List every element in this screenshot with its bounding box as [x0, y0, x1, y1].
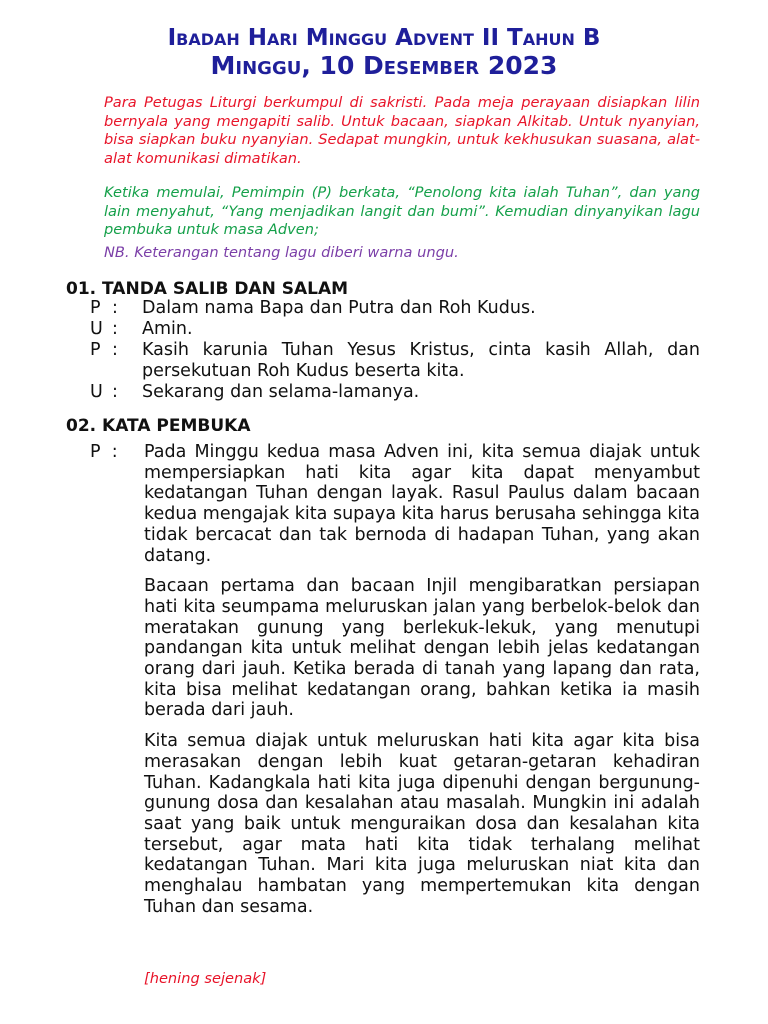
dialogue-row: [90, 382, 700, 403]
speaker-label: P: [90, 340, 101, 360]
speaker-colon: :: [112, 340, 118, 360]
dialogue-text: Sekarang dan selama-lamanya.: [142, 382, 420, 402]
speaker-colon: :: [111, 442, 118, 462]
rubric-green-note: Ketika memulai, Pemimpin (P) berkata, “Penolong kita ialah Tuhan”, dan yang lain menyahut, “Yang menjadikan langit dan bumi”. Kemudian dinyanyikan lagu pembuka untuk masa Adven;: [104, 184, 700, 238]
speaker-colon: :: [112, 319, 118, 339]
speaker-label: U: [90, 319, 103, 339]
dialogue-row: [90, 298, 700, 319]
speaker-colon: :: [112, 298, 118, 318]
speaker-label: U: [90, 382, 103, 402]
page-title: Ibadah Hari Minggu Advent II Tahun B: [167, 25, 601, 51]
dialogue-text: Dalam nama Bapa dan Putra dan Roh Kudus.: [142, 298, 536, 318]
kata-pembuka-body: [90, 442, 700, 927]
speaker-lead: [90, 442, 144, 566]
section-heading-kata-pembuka: 02. KATA PEMBUKA: [66, 416, 251, 436]
paragraph-text: Pada Minggu kedua masa Adven ini, kita semua diajak untuk mempersiapkan hati kita agar kita dapat menyambut kedatangan Tuhan dengan layak. Rasul Paulus dalam bacaan kedua mengajak kita supaya kita harus berusaha sehingga kita tidak bercacat dan tak bernoda di hadapan Tuhan, yang akan datang.: [144, 442, 700, 566]
paragraph: Bacaan pertama dan bacaan Injil mengibaratkan persiapan hati kita seumpama meluruskan jalan yang berbelok-belok dan meratakan gunung yang berlekuk-lekuk, yang menutupi pandangan kita untuk melihat dengan lebih jelas kedatangan orang dari jauh. Ketika berada di tanah yang lapang dan rata, kita bisa melihat kedatangan orang, bahkan ketika ia masih berada dari jauh.: [144, 576, 700, 721]
speaker-colon: :: [112, 382, 118, 402]
dialogue-row: [90, 319, 700, 340]
speaker-label: P: [90, 442, 101, 462]
paragraph: Kita semua diajak untuk meluruskan hati kita agar kita bisa merasakan dengan lebih kuat getaran-getaran kehadiran Tuhan. Kadangkala hati kita juga dipenuhi dengan bergunung-gunung dosa dan kesalahan atau masalah. Mungkin ini adalah saat yang baik untuk menguraikan dosa dan kesalahan kita tersebut, agar mata hati kita tidak terhalang melihat kedatangan Tuhan. Mari kita juga meluruskan niat kita dan menghalau hambatan yang mempertemukan kita dengan Tuhan dan sesama.: [144, 731, 700, 917]
rubric-purple-note: NB. Keterangan tentang lagu diberi warna ungu.: [104, 244, 459, 261]
speaker-label: P: [90, 298, 101, 318]
dialogue-row: [90, 340, 700, 382]
dialogue-list: [90, 298, 700, 403]
dialogue-text: Amin.: [142, 319, 193, 339]
dialogue-text: Kasih karunia Tuhan Yesus Kristus, cinta kasih Allah, dan persekutuan Roh Kudus beserta kita.: [142, 340, 700, 381]
paragraph: [90, 442, 700, 566]
page-date: Minggu, 10 Desember 2023: [210, 51, 558, 80]
rubric-red-note: Para Petugas Liturgi berkumpul di sakristi. Pada meja perayaan disiapkan lilin bernyala yang mengapiti salib. Untuk bacaan, siapkan Alkitab. Untuk nyanyian, bisa siapkan buku nyanyian. Sedapat mungkin, untuk kekhusukan suasana, alat-alat komunikasi dimatikan.: [104, 94, 700, 167]
rubric-hening: [hening sejenak]: [144, 970, 267, 987]
section-heading-tanda-salib: 01. TANDA SALIB DAN SALAM: [66, 279, 349, 299]
